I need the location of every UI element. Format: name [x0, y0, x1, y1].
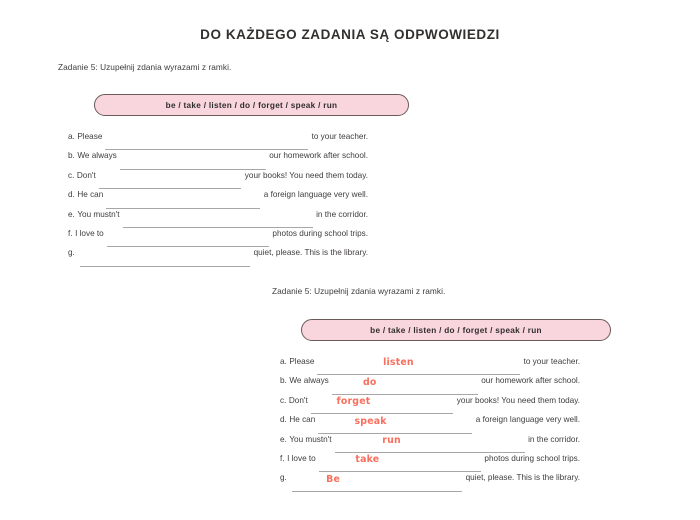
- answer-blank[interactable]: [99, 179, 242, 189]
- wordbank-pill: be / take / listen / do / forget / speak / run: [301, 319, 611, 341]
- answer-blank[interactable]: [107, 237, 269, 247]
- answer-blank[interactable]: [123, 218, 313, 228]
- answer-blank[interactable]: [332, 376, 478, 395]
- sentence-list: [68, 132, 478, 268]
- item-tail-text: to your teacher.: [523, 357, 580, 366]
- exercise-block-answers: [272, 286, 692, 493]
- answer-blank[interactable]: [106, 199, 260, 209]
- exercise-instruction: Zadanie 5: Uzupełnij zdania wyrazami z ramki.: [58, 62, 232, 72]
- item-tail-text: a foreign language very well.: [263, 190, 368, 200]
- item-lead-text: Don't: [288, 395, 308, 405]
- wordbank-pill: be / take / listen / do / forget / speak / run: [94, 94, 409, 116]
- wordbank-wrapper: [94, 94, 478, 116]
- item-lead-text: You mustn't: [77, 209, 120, 219]
- item-tail-text: in the corridor.: [316, 209, 368, 219]
- sentence-row: [68, 210, 368, 229]
- item-tail-text: our homework after school.: [481, 376, 580, 386]
- item-lead-text: I love to: [287, 453, 316, 463]
- item-tail-text: our homework after school.: [269, 151, 368, 161]
- item-label: f.: [68, 228, 73, 238]
- item-label: d.: [280, 415, 287, 425]
- item-tail-text: your books! You need them today.: [456, 395, 580, 405]
- wordbank-wrapper: [301, 319, 692, 341]
- exercise-instruction: Zadanie 5: Uzupełnij zdania wyrazami z ramki.: [272, 286, 446, 296]
- handwritten-answer: take: [355, 454, 380, 466]
- handwritten-answer: Be: [326, 473, 341, 485]
- answer-blank[interactable]: [317, 357, 520, 375]
- sentence-row: [280, 435, 580, 454]
- item-tail-text: your books! You need them today.: [244, 170, 368, 180]
- item-label: c.: [280, 395, 287, 405]
- handwritten-answer: listen: [383, 357, 414, 369]
- sentence-row: [280, 473, 580, 492]
- answer-blank[interactable]: [335, 434, 525, 453]
- handwritten-answer: run: [382, 434, 401, 446]
- item-label: c.: [68, 170, 75, 180]
- sentence-row: [280, 376, 580, 395]
- item-lead-text: Please: [289, 357, 315, 366]
- sentence-row: [280, 415, 580, 434]
- item-label: a.: [68, 132, 75, 141]
- answer-blank[interactable]: [292, 473, 462, 492]
- answer-blank[interactable]: [120, 160, 266, 170]
- sentence-row: [280, 396, 580, 415]
- item-tail-text: photos during school trips.: [272, 228, 368, 238]
- sentence-list: [280, 357, 692, 493]
- answer-blank[interactable]: [105, 140, 308, 150]
- item-lead-text: We always: [289, 376, 329, 386]
- sentence-row: [280, 454, 580, 473]
- item-tail-text: quiet, please. This is the library.: [465, 473, 580, 483]
- item-lead-text: You mustn't: [289, 434, 332, 444]
- handwritten-answer: do: [362, 376, 377, 388]
- item-label: e.: [68, 209, 75, 219]
- answer-blank[interactable]: [319, 454, 481, 472]
- sentence-row: [68, 190, 368, 209]
- item-tail-text: quiet, please. This is the library.: [253, 248, 368, 258]
- item-label: g.: [68, 248, 75, 258]
- handwritten-answer: speak: [354, 415, 387, 427]
- item-label: b.: [280, 376, 287, 386]
- item-lead-text: We always: [77, 151, 117, 161]
- item-label: e.: [280, 434, 287, 444]
- answer-blank[interactable]: [80, 257, 250, 267]
- sentence-row: [68, 248, 368, 267]
- answer-blank[interactable]: [311, 396, 454, 414]
- sentence-row: [280, 357, 580, 376]
- item-lead-text: I love to: [75, 228, 104, 238]
- item-lead-text: He can: [289, 415, 316, 425]
- item-label: f.: [280, 453, 285, 463]
- sentence-row: [68, 132, 368, 151]
- item-lead-text: He can: [77, 190, 104, 200]
- item-tail-text: in the corridor.: [528, 434, 580, 444]
- item-label: g.: [280, 473, 287, 483]
- sentence-row: [68, 151, 368, 170]
- item-lead-text: Don't: [76, 170, 96, 180]
- item-label: d.: [68, 190, 75, 200]
- item-tail-text: a foreign language very well.: [475, 415, 580, 425]
- page-title: DO KAŻDEGO ZADANIA SĄ ODPWOWIEDZI: [200, 27, 500, 42]
- handwritten-answer: forget: [336, 396, 371, 408]
- item-label: b.: [68, 151, 75, 161]
- item-label: a.: [280, 357, 287, 366]
- item-tail-text: photos during school trips.: [484, 453, 580, 463]
- exercise-block-blank: [58, 62, 478, 268]
- sentence-row: [68, 229, 368, 248]
- sentence-row: [68, 171, 368, 190]
- answer-blank[interactable]: [318, 415, 472, 434]
- item-tail-text: to your teacher.: [311, 132, 368, 141]
- item-lead-text: Please: [77, 132, 103, 141]
